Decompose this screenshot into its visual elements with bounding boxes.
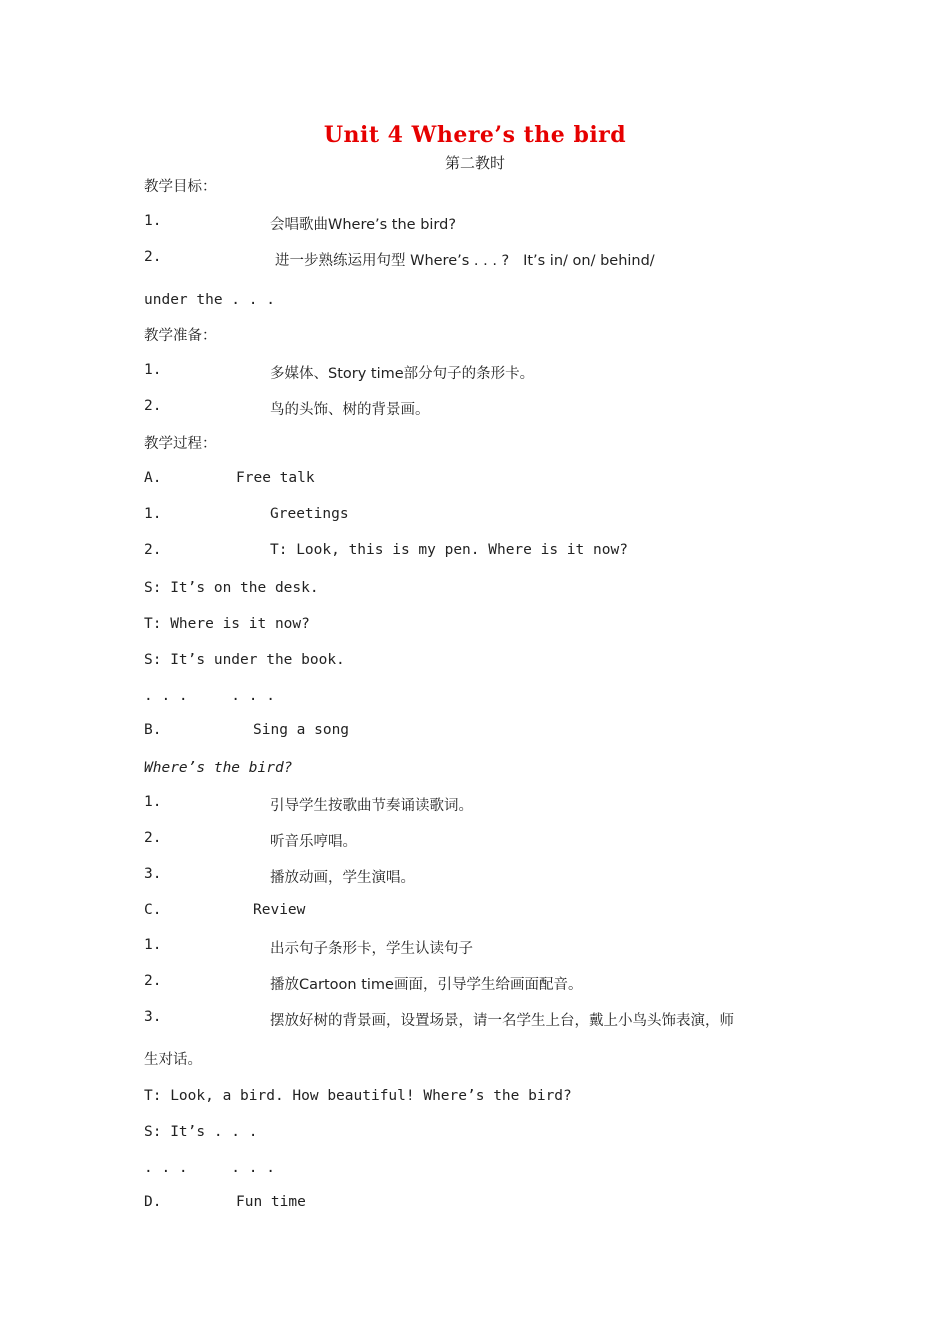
section-a: [0, 470, 950, 490]
page-subtitle: 第二教时: [444, 154, 505, 172]
c-item: [0, 973, 950, 993]
section-d: [0, 1194, 950, 1214]
objective-item: [0, 213, 950, 233]
c-item: [0, 1009, 950, 1029]
a-item: [0, 542, 950, 562]
item-number: 2.: [144, 830, 162, 846]
dialog-line: T: Look, a bird. How beautiful! Where’s the bird?: [144, 1088, 572, 1104]
item-text: 听音乐哼唱。: [270, 834, 357, 850]
item-number: 1.: [144, 506, 162, 522]
b-item: [0, 866, 950, 886]
item-text: T: Look, this is my pen. Where is it now?: [270, 542, 628, 558]
item-number: 3.: [144, 866, 162, 882]
objectives-heading: 教学目标：: [144, 179, 217, 195]
item-text: 进一步熟练运用句型 Where’s . . . ? It’s in/ on/ behind/: [275, 253, 655, 269]
c-continuation: 生对话。: [144, 1052, 202, 1068]
objective-continuation: under the . . .: [144, 292, 275, 308]
item-text: 鸟的头饰、树的背景画。: [270, 402, 430, 418]
item-number: 2.: [144, 542, 162, 558]
item-number: 1.: [144, 362, 162, 378]
item-number: 2.: [144, 973, 162, 989]
section-label: A.: [144, 470, 162, 486]
item-number: 1.: [144, 213, 162, 229]
item-number: 2.: [144, 249, 162, 265]
item-text: 出示句子条形卡，学生认读句子: [270, 941, 473, 957]
item-number: 1.: [144, 937, 162, 953]
b-item: [0, 830, 950, 850]
item-text: 多媒体、Story time部分句子的条形卡。: [270, 366, 535, 382]
prep-item: [0, 398, 950, 418]
prep-heading: 教学准备：: [144, 328, 217, 344]
dialog-line: S: It’s on the desk.: [144, 580, 319, 596]
dialog-ellipsis: . . . . . .: [144, 688, 275, 704]
objective-item: [0, 249, 950, 269]
c-item: [0, 937, 950, 957]
item-text: Greetings: [270, 506, 349, 522]
a-item: [0, 506, 950, 526]
dialog-ellipsis: . . . . . .: [144, 1160, 275, 1176]
item-number: 1.: [144, 794, 162, 810]
section-title: Review: [253, 902, 306, 918]
section-label: D.: [144, 1194, 162, 1210]
b-item: [0, 794, 950, 814]
prep-item: [0, 362, 950, 382]
section-title: Fun time: [236, 1194, 306, 1210]
page-title: Unit 4 Where’s the bird: [323, 122, 627, 148]
item-text: 引导学生按歌曲节奏诵读歌词。: [270, 798, 473, 814]
section-label: B.: [144, 722, 162, 738]
section-title: Sing a song: [253, 722, 350, 738]
section-c: [0, 902, 950, 922]
item-text: 播放动画，学生演唱。: [270, 870, 415, 886]
dialog-line: T: Where is it now?: [144, 616, 310, 632]
section-label: C.: [144, 902, 162, 918]
song-title: Where’s the bird?: [144, 760, 293, 776]
item-text: 播放Cartoon time画面，引导学生给画面配音。: [270, 977, 583, 993]
dialog-line: S: It’s under the book.: [144, 652, 345, 668]
item-number: 2.: [144, 398, 162, 414]
dialog-line: S: It’s . . .: [144, 1124, 258, 1140]
item-number: 3.: [144, 1009, 162, 1025]
section-title: Free talk: [236, 470, 315, 486]
process-heading: 教学过程：: [144, 436, 217, 452]
item-text: 摆放好树的背景画，设置场景，请一名学生上台，戴上小鸟头饰表演，师: [270, 1013, 734, 1029]
section-b: [0, 722, 950, 742]
item-text: 会唱歌曲Where’s the bird?: [270, 217, 457, 233]
